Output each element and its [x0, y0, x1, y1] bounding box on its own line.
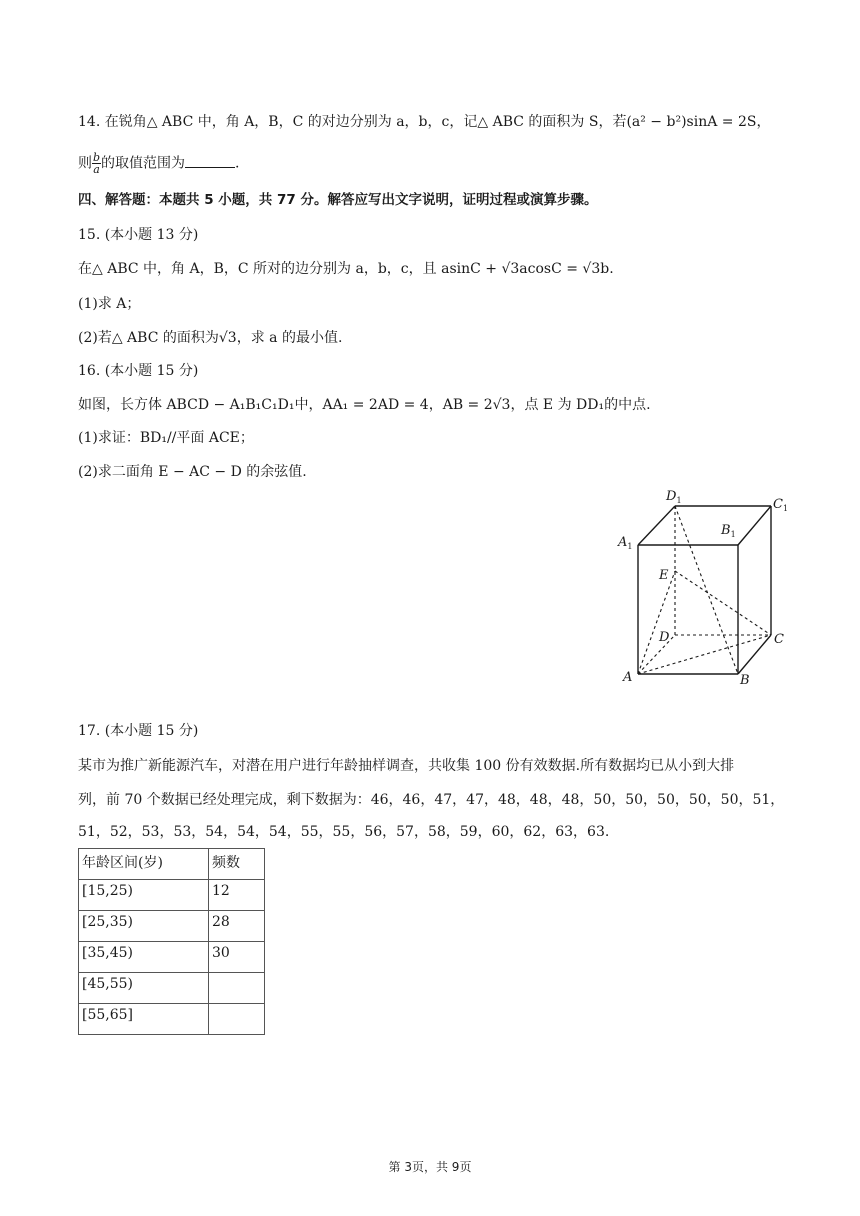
label-C1: $C_1$	[773, 497, 789, 513]
label-B1: $B_1$	[721, 523, 736, 539]
q14-suffix: 的取值范围为	[101, 155, 186, 172]
edge-A1D1	[638, 506, 675, 545]
label-D1: $D_1$	[666, 489, 682, 505]
table-header-cell: 频数	[209, 849, 265, 880]
hidden-line-AE	[638, 571, 675, 674]
hidden-line-EC	[675, 571, 771, 635]
label-D: D	[659, 630, 670, 645]
q14-line1: 14. 在锐角△ ABC 中，角 A，B，C 的对边分别为 a，b，c，记△ ABC 的面积为 S，若(a² − b²)sinA = 2S，	[78, 114, 771, 130]
label-A1: $A_1$	[618, 535, 633, 551]
q16-stem: 如图，长方体 ABCD − A₁B₁C₁D₁中，AA₁ = 2AD = 4，AB = 2√3，点 E 为 DD₁的中点.	[78, 397, 651, 413]
table-cell: 30	[209, 942, 265, 973]
hidden-line-AC	[638, 635, 771, 674]
q15-part2: (2)若△ ABC 的面积为√3，求 a 的最小值.	[78, 330, 343, 346]
table-row	[79, 942, 265, 973]
q17-header: 17. (本小题 15 分)	[78, 723, 199, 739]
table-cell: [25,35)	[79, 911, 209, 942]
q17-line1: 某市为推广新能源汽车，对潜在用户进行年龄抽样调查，共收集 100 份有效数据.所有数据均已从小到大排	[78, 758, 735, 774]
q14-line2	[78, 152, 240, 175]
q14-prefix: 则	[78, 155, 92, 172]
q15-part1: (1)求 A；	[78, 296, 141, 312]
table-cell: 12	[209, 880, 265, 911]
label-B: B	[740, 673, 750, 688]
table-row	[79, 973, 265, 1004]
table-cell	[209, 1004, 265, 1035]
table-header-row	[79, 849, 265, 880]
q14-end: .	[235, 155, 240, 172]
table-row	[79, 880, 265, 911]
q14-fraction	[92, 152, 101, 175]
q15-stem: 在△ ABC 中，角 A，B，C 所对的边分别为 a，b，c，且 asinC + √3acosC = √3b.	[78, 261, 614, 277]
table-cell: [35,45)	[79, 942, 209, 973]
q16-part1: (1)求证：BD₁//平面 ACE；	[78, 430, 254, 446]
edge-BC	[738, 635, 771, 674]
table-header-cell: 年龄区间(岁)	[79, 849, 209, 880]
cuboid-figure	[612, 484, 792, 690]
page-footer: 第 3页，共 9页	[388, 1160, 472, 1174]
table-row	[79, 1004, 265, 1035]
table-cell: [45,55)	[79, 973, 209, 1004]
q16-part2: (2)求二面角 E − AC − D 的余弦值.	[78, 464, 307, 480]
q17-line3: 51，52，53，53，54，54，54，55，55，56，57，58，59，60，62，63，63.	[78, 824, 610, 840]
label-A: A	[623, 670, 633, 685]
q14-frac-den: a	[93, 163, 100, 176]
table-cell	[209, 973, 265, 1004]
table-row	[79, 911, 265, 942]
q14-answer-blank	[185, 155, 235, 168]
frequency-table	[78, 848, 265, 1035]
edge-B1C1	[738, 506, 771, 545]
label-E: E	[659, 568, 669, 583]
label-C: C	[774, 632, 784, 647]
table-cell: 28	[209, 911, 265, 942]
q15-header: 15. (本小题 13 分)	[78, 227, 199, 243]
q17-line2: 列，前 70 个数据已经处理完成，剩下数据为：46，46，47，47，48，48，48，50，50，50，50，50，51，	[78, 792, 785, 808]
q16-header: 16. (本小题 15 分)	[78, 363, 199, 379]
table-cell: [15,25)	[79, 880, 209, 911]
section-heading: 四、解答题：本题共 5 小题，共 77 分。解答应写出文字说明，证明过程或演算步骤。	[78, 192, 598, 208]
q14-frac-num: b	[93, 151, 101, 164]
table-cell: [55,65]	[79, 1004, 209, 1035]
